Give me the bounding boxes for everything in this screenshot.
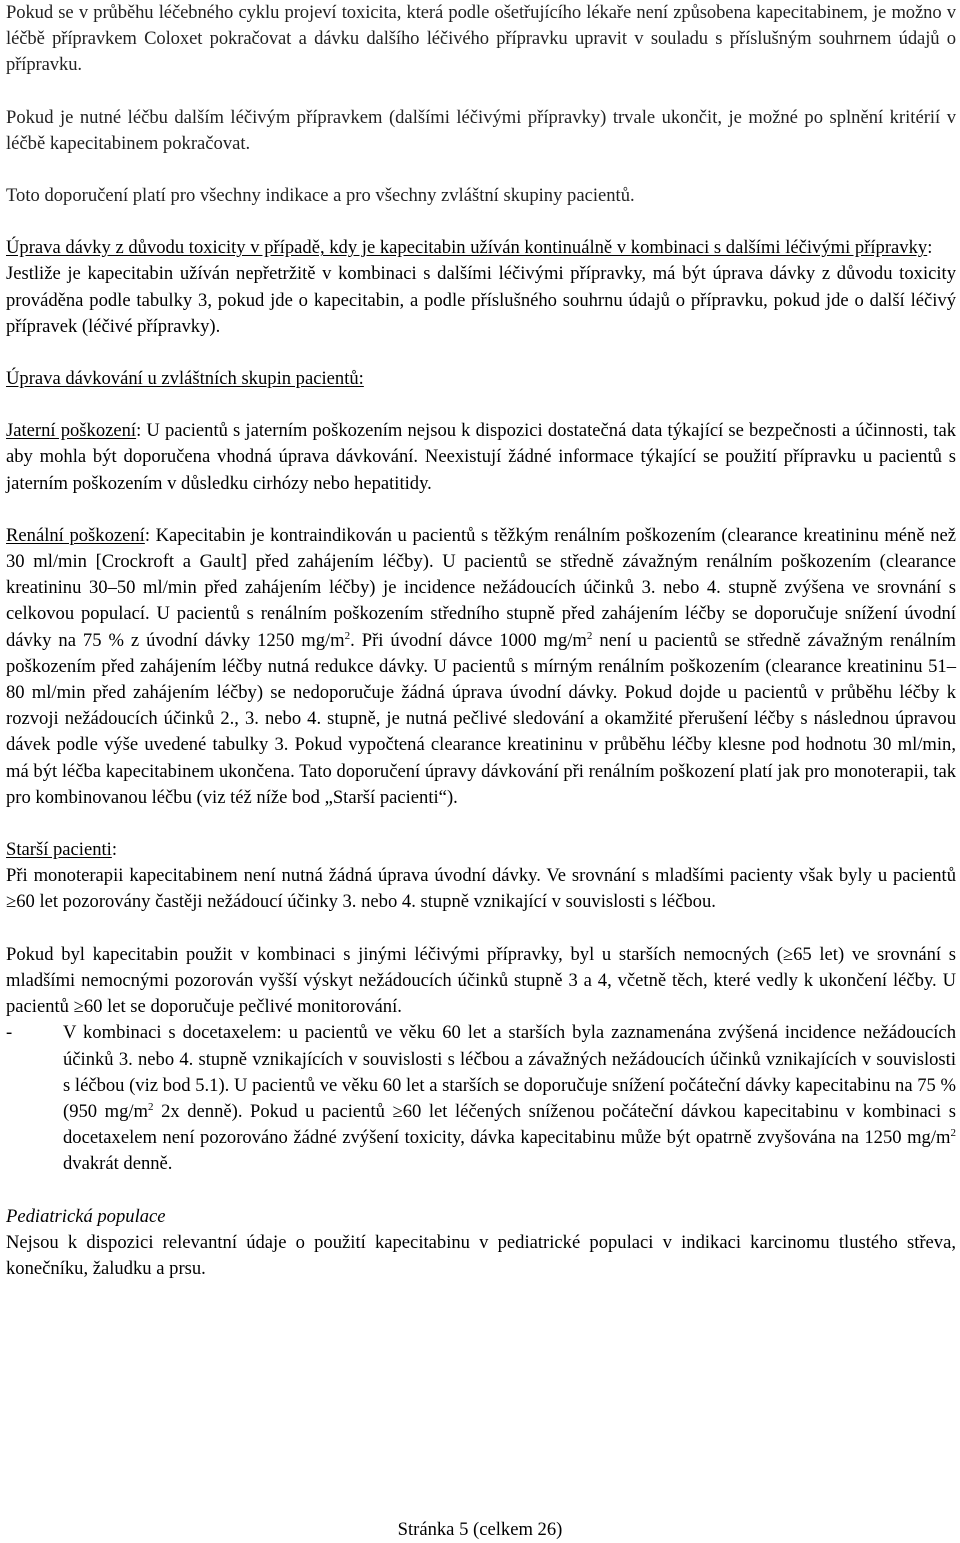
pediatric-paragraph: Nejsou k dispozici relevantní údaje o použití kapecitabinu v pediatrické populaci v indikaci karcinomu tlustého střeva, konečníku, žaludku a prsu. <box>6 1231 956 1279</box>
toxicity-heading: Úprava dávky z důvodu toxicity v případě, kdy je kapecitabin užíván kontinuálně v kombinaci s dalšími léčivými přípravky <box>6 237 928 259</box>
toxicity-heading-colon: : <box>927 237 933 259</box>
toxicity-paragraph: Jestliže je kapecitabin užíván nepřetržitě v kombinaci s dalšími léčivými přípravky, má být úprava dávky z důvodu toxicity prováděna podle tabulky 3, pokud jde o kapecitabin, a podle příslušného souhrnu údajů o přípravku, pokud jde o další léčivý přípravek (léčivé přípravky). <box>6 263 956 337</box>
page-footer: Stránka 5 (celkem 26) <box>397 1519 563 1540</box>
hepatic-text: : U pacientů s jaterním poškozením nejsou k dispozici dostatečná data týkající se bezpečnosti a účinnosti, tak aby mohla být doporučena vhodná úprava dávkování. Neexistují žádné informace týkající se použití přípravku u pacientů s jaterním poškozením v důsledku cirhózy nebo hepatitidy. <box>6 420 956 494</box>
paragraph-discontinue-other: Pokud je nutné léčbu dalším léčivým přípravkem (dalšími léčivými přípravky) trvale ukončit, je možné po splnění kritérií v léčbě kapecitabinem pokračovat. <box>6 106 956 154</box>
docetaxel-text-a: V kombinaci s docetaxelem: u pacientů ve věku 60 let a starších byla zaznamenána zvýšená incidence nežádoucích účinků 3. nebo 4. stupně vznikajících v souvislosti s léčbou a závažných nežádoucích účinků vznikajících v souvislosti s léčbou (viz bod 5.1). U pacientů ve věku 60 let a starších se doporučuje snížení počáteční dávky kapecitabinu na 75 % (950 mg/m <box>63 1022 956 1122</box>
docetaxel-text-b: 2x denně). Pokud u pacientů ≥60 let léčených sníženou počáteční dávkou kapecitabinu v kombinaci s docetaxelem není pozorováno žádné zvýšení toxicity, dávka kapecitabinu může být opatrně zvyšována na 1250 mg/m <box>63 1100 956 1149</box>
special-groups-heading: Úprava dávkování u zvláštních skupin pacientů: <box>6 368 364 390</box>
renal-text-a: : Kapecitabin je kontraindikován u pacientů s těžkým renálním poškozením (clearance kreatininu méně než 30 ml/min [Crockroft a Gault] před zahájením léčby). U pacientů se středně závažným renálním poškozením (clearance kreatininu 30–50 ml/min před zahájením léčby) je incidence nežádoucích účinků 3. nebo 4. stupně zvýšena ve srovnání s celkovou populací. U pacientů s renálním poškozením středního stupně před zahájením léčby se doporučuje snížení úvodní dávky na 75 % z úvodní dávky 1250 mg/m <box>6 524 956 651</box>
section-hepatic <box>6 418 956 497</box>
docetaxel-list-item <box>6 1020 956 1177</box>
combination-paragraph: Pokud byl kapecitabin použit v kombinaci s jinými léčivými přípravky, byl u starších nemocných (≥65 let) ve srovnání s mladšími nemocnými pozorován vyšší výskyt nežádoucích účinků stupně 3 a 4, včetně těch, které vedly k ukončení léčby. U pacientů ≥60 let se doporučuje pečlivé monitorování. <box>6 943 956 1018</box>
renal-text-c: není u pacientů se středně závažným renálním poškozením před zahájením léčby nutná redukce dávky. U pacientů s mírným renálním poškozením (clearance kreatininu 51–80 ml/min před zahájením léčby) se nedoporučuje žádná úprava úvodní dávky. Pokud dojde u pacientů v průběhu léčby k rozvoji nežádoucích účinků 2., 3. nebo 4. stupně, je nutná pečlivé sledování a okamžité přerušení léčby s následnou úpravou dávek podle výše uvedené tabulky 3. Pokud vypočtená clearance kreatininu v průběhu léčby klesne pod hodnotu 30 ml/min, má být léčba kapecitabinem ukončena. Tato doporučení úpravy dávkování při renálním poškození platí jak pro monoterapii, tak pro kombinovanou léčbu (viz též níže bod „Starší pacienti“). <box>6 629 956 808</box>
section-elderly-heading <box>6 837 956 863</box>
elderly-label: Starší pacienti <box>6 839 112 861</box>
renal-superscript-1: 2 <box>344 629 351 642</box>
special-groups-heading-line <box>6 366 956 392</box>
section-renal <box>6 523 956 811</box>
docetaxel-text <box>63 1020 956 1177</box>
pediatric-heading-line <box>6 1204 956 1230</box>
docetaxel-text-c: dvakrát denně. <box>63 1153 173 1175</box>
elderly-paragraph: Při monoterapii kapecitabinem není nutná žádná úprava úvodní dávky. Ve srovnání s mladšími pacienty však byly u pacientů ≥60 let pozorovány častěji nežádoucí účinky 3. nebo 4. stupně vznikající v souvislosti s léčbou. <box>6 865 956 913</box>
renal-text-b: . Při úvodní dávce 1000 mg/m <box>350 629 587 651</box>
renal-superscript-2: 2 <box>586 629 593 642</box>
renal-label: Renální poškození <box>6 524 145 546</box>
pediatric-heading: Pediatrická populace <box>6 1205 166 1227</box>
paragraph-recommendation-scope: Toto doporučení platí pro všechny indikace a pro všechny zvláštní skupiny pacientů. <box>6 185 635 207</box>
section-toxicity-combination <box>6 235 956 261</box>
document-page <box>6 0 956 1282</box>
elderly-colon: : <box>111 839 118 861</box>
list-dash: - <box>6 1022 13 1044</box>
hepatic-label: Jaterní poškození <box>6 420 137 442</box>
docetaxel-superscript-1: 2 <box>148 1100 154 1113</box>
docetaxel-superscript-2: 2 <box>950 1126 956 1139</box>
paragraph-nonkapecitabin-toxicity: Pokud se v průběhu léčebného cyklu projeví toxicita, která podle ošetřujícího lékaře není způsobena kapecitabinem, je možno v léčbě přípravkem Coloxet pokračovat a dávku dalšího léčivého přípravku upravit v souladu s příslušným souhrnem údajů o přípravku. <box>6 2 956 76</box>
